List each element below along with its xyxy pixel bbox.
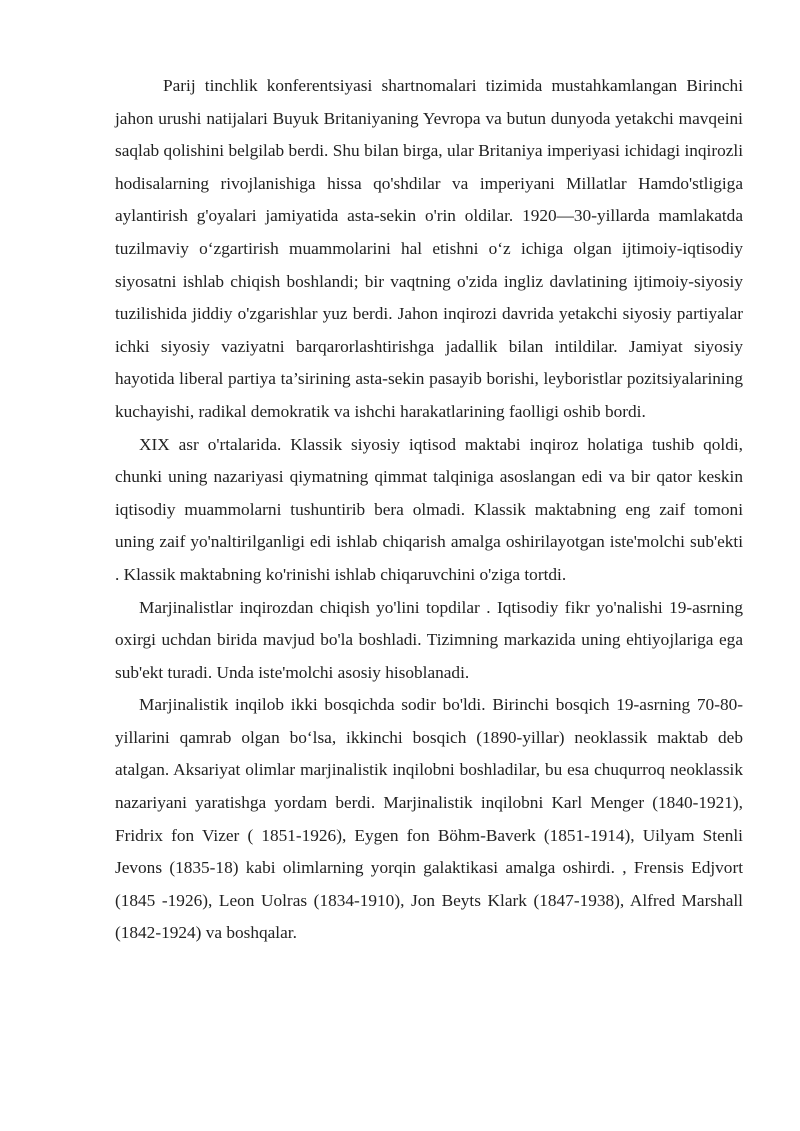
paragraph-3: Marjinalistlar inqirozdan chiqish yo'lini topdilar . Iqtisodiy fikr yo'nalishi 19-asrning oxirgi uchdan birida mavjud bo'la boshladi. Tizimning markazida unіng ehtiyojlariga ega sub'ekt turadi. Unda iste'molchi asosiy hisoblanadi.	[115, 597, 743, 682]
paragraph-4: Marjinalistik inqilob ikki bosqichda sodir bo'ldi. Birinchi bosqich 19-asrning 70-80-yillarini qamrab olgan bo‘lsa, ikkinchi bosqich (1890-yillar) neoklassik maktab deb atalgan. Aksariyat olimlar marjinalistik inqilobni boshladilar, bu esa chuqurroq neoklassik nazariyani yaratishga yordam berdi. Marjinalistik inqilobni Karl Menger (1840-1921), Fridrix fon Vizer ( 1851-1926), Eygen fon Böhm-Baverk (1851-1914), Uilyam Stenli Jevons (1835-18) kabi olimlarning yorqin galaktikasi amalga oshirdi. , Frensis Edjvort (1845 -1926), Leon Uolras (1834-1910), Jon Beyts Klark (1847-1938), Alfred Marshall (1842-1924) va boshqalar.	[115, 695, 743, 943]
paragraph-2: XIX asr o'rtalarida. Klassik siyosiy iqtisod maktabi inqiroz holatiga tushib qoldi, chunki uning nazariyasi qiymatning qimmat talqiniga asoslangan edi va bir qator keskin iqtisodiy muammolarni tushuntirib bera olmadi. Klassik maktabning eng zaif tomoni uning zaif yo'naltirilganligi edi ishlab chiqarish amalga oshirilayotgan iste'molchi sub'ekti . Klassik maktabning ko'rinishi ishlab chiqaruvchini o'ziga tortdi.	[115, 434, 743, 584]
paragraph-1: Parij tinchlik konferentsiyasi shartnomalari tizimida mustahkamlangan Birinchi jahon urushi natijalari Buyuk Britaniyaning Yevropa va butun dunyoda yetakchi mavqeini saqlab qolishini belgilab berdi. Shu bilan birga, ular Britaniya imperiyasi ichidagi inqirozli hodisalarning rivojlanishiga hissa qo'shdilar va imperiyani Millatlar Hamdo'stligiga aylantirish g'oyalari jamiyatida asta-sekin o'rin oldilar. 1920—30-yillarda mamlakatda tuzilmaviy o‘zgartirish muammolarini hal etishni o‘z ichiga olgan ijtimoiy-iqtisodiy siyosatni ishlab chiqish boshlandi; bir vaqtning o'zida ingliz davlatining ijtimoiy-siyosiy tuzilishida jiddiy o'zgarishlar yuz berdi. Jahon inqirozi davrida yetakchi siyosiy partiyalar ichki siyosiy vaziyatni barqarorlashtirishga jadallik bilan intildilar. Jamiyat siyosiy hayotida liberal partiya ta’sirining asta-sekin pasayib borishi, leyboristlar pozitsiyalarining kuchayishi, radikal demokratik va ishchi harakatlarining faolligi oshib bordi.	[115, 76, 743, 421]
document-page	[115, 70, 743, 950]
